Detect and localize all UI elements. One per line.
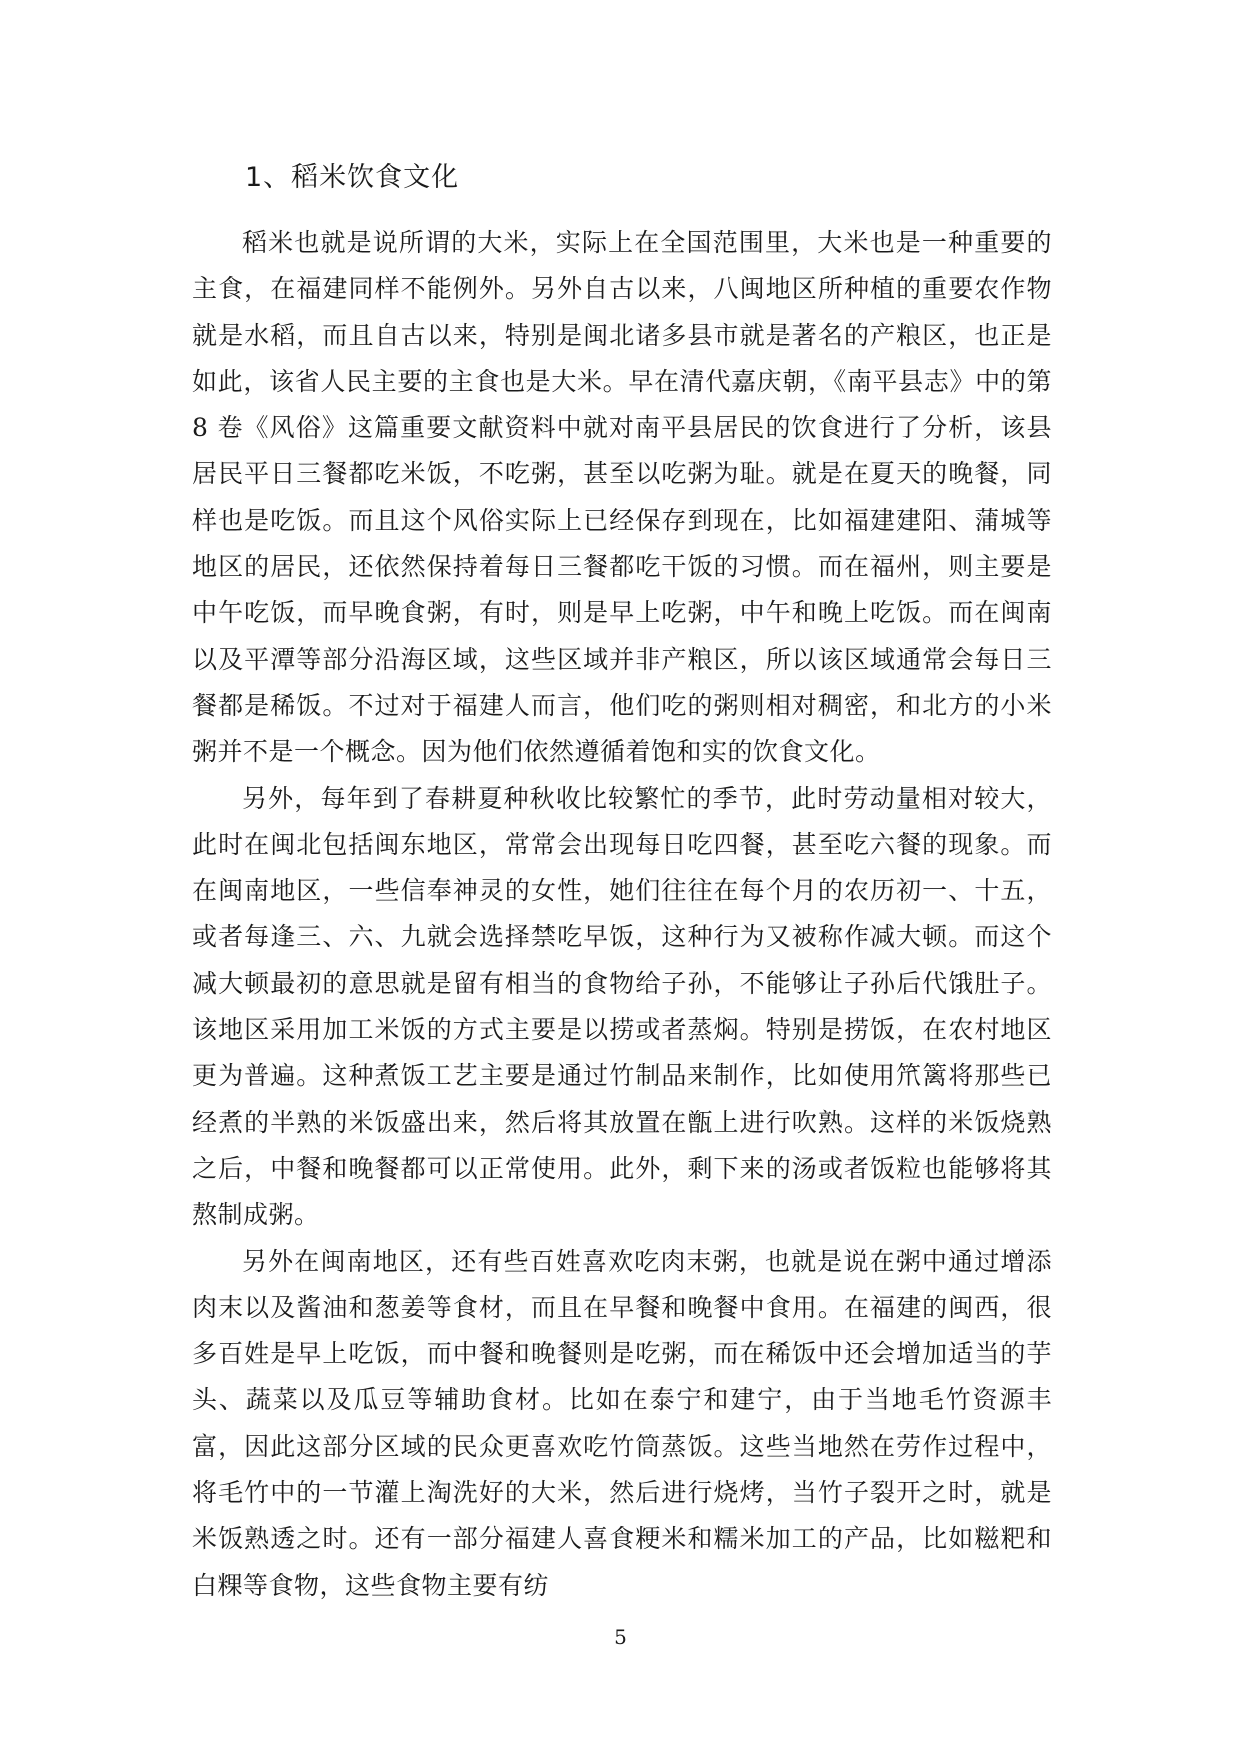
paragraph-2: 另外，每年到了春耕夏种秋收比较繁忙的季节，此时劳动量相对较大，此时在闽北包括闽东地区，常常会出现每日吃四餐，甚至吃六餐的现象。而在闽南地区，一些信奉神灵的女性，她们往往在每个月的农历初一、十五，或者每逢三、六、九就会选择禁吃早饭，这种行为又被称作减大顿。而这个减大顿最初的意思就是留有相当的食物给子孙，不能够让子孙后代饿肚子。该地区采用加工米饭的方式主要是以捞或者蒸焖。特别是捞饭，在农村地区更为普遍。这种煮饭工艺主要是通过竹制品来制作，比如使用笊篱将那些已经煮的半熟的米饭盛出来，然后将其放置在甑上进行吹熟。这样的米饭烧熟之后，中餐和晚餐都可以正常使用。此外，剩下来的汤或者饭粒也能够将其熬制成粥。 [192,783,1052,1230]
page-number: 5 [614,1625,627,1649]
body-text [192,220,1052,1609]
paragraph-3: 另外在闽南地区，还有些百姓喜欢吃肉末粥，也就是说在粥中通过增添肉末以及酱油和葱姜等食材，而且在早餐和晚餐中食用。在福建的闽西，很多百姓是早上吃饭，而中餐和晚餐则是吃粥，而在稀饭中还会增加适当的芋头、蔬菜以及瓜豆等辅助食材。比如在泰宁和建宁，由于当地毛竹资源丰富，因此这部分区域的民众更喜欢吃竹筒蒸饭。这些当地然在劳作过程中，将毛竹中的一节灌上淘洗好的大米，然后进行烧烤，当竹子裂开之时，就是米饭熟透之时。还有一部分福建人喜食粳米和糯米加工的产品，比如糍粑和白粿等食物，这些食物主要有纺 [192,1246,1052,1600]
paragraph-1: 稻米也就是说所谓的大米，实际上在全国范围里，大米也是一种重要的主食，在福建同样不能例外。另外自古以来，八闽地区所种植的重要农作物就是水稻，而且自古以来，特别是闽北诸多县市就是著名的产粮区，也正是如此，该省人民主要的主食也是大米。早在清代嘉庆朝，《南平县志》中的第 8 卷《风俗》这篇重要文献资料中就对南平县居民的饮食进行了分析，该县居民平日三餐都吃米饭，不吃粥，甚至以吃粥为耻。就是在夏天的晚餐，同样也是吃饭。而且这个风俗实际上已经保存到现在，比如福建建阳、蒲城等地区的居民，还依然保持着每日三餐都吃干饭的习惯。而在福州，则主要是中午吃饭，而早晚食粥，有时，则是早上吃粥，中午和晚上吃饭。而在闽南以及平潭等部分沿海区域，这些区域并非产粮区，所以该区域通常会每日三餐都是稀饭。不过对于福建人而言，他们吃的粥则相对稠密，和北方的小米粥并不是一个概念。因为他们依然遵循着饱和实的饮食文化。 [192,228,1052,767]
section-heading: 1、稻米饮食文化 [245,162,460,193]
